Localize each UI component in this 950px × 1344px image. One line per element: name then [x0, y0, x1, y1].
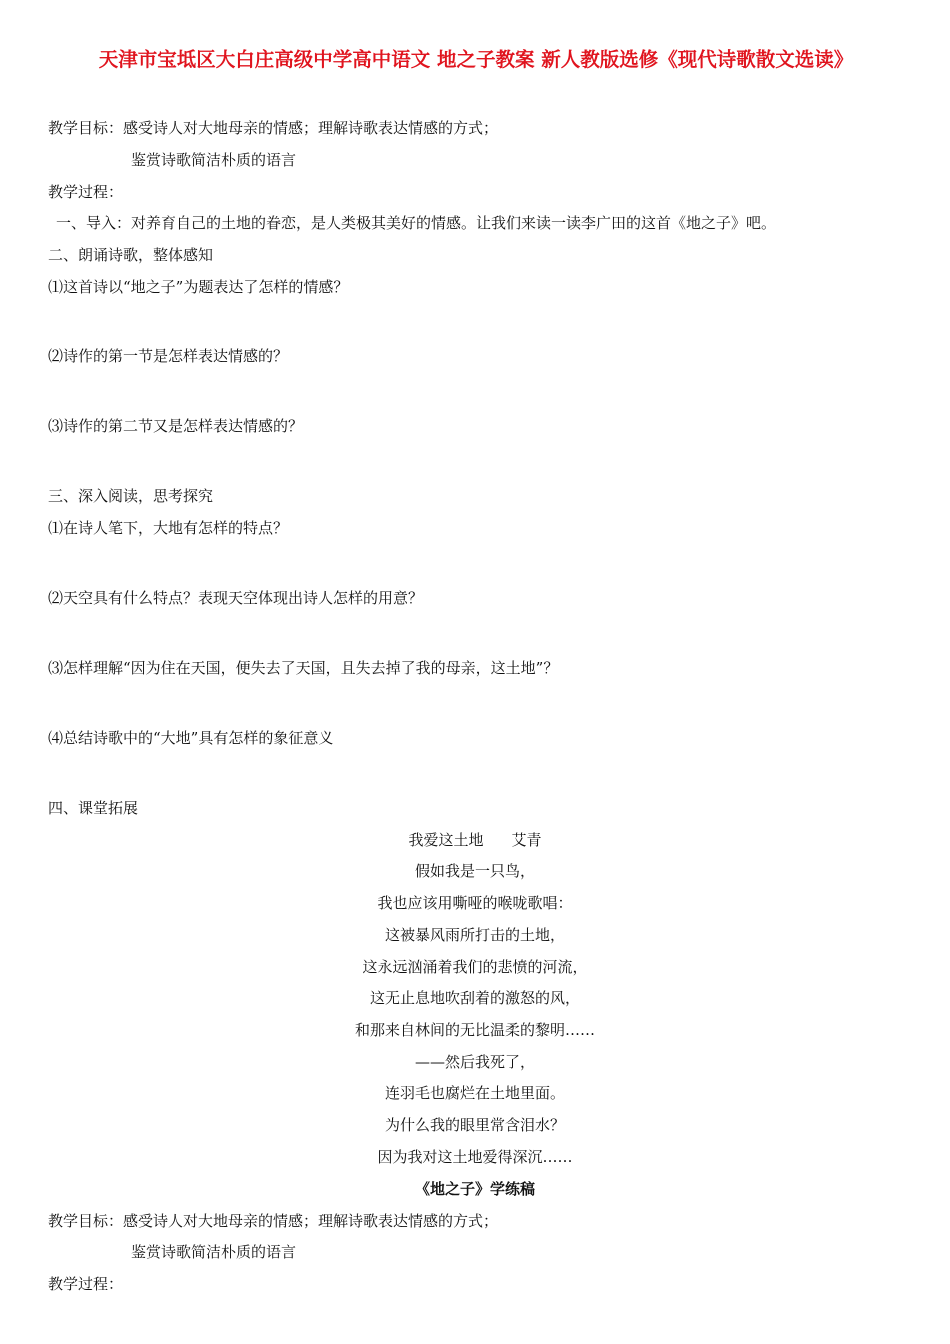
section-2-question-3: ⑶诗作的第二节又是怎样表达情感的？: [48, 417, 304, 435]
poem-line: ——然后我死了，: [414, 1053, 535, 1071]
worksheet-goal-text-1: 感受诗人对大地母亲的情感；理解诗歌表达情感的方式；: [123, 1212, 499, 1230]
poem-line: 这无止息地吹刮着的激怒的风，: [369, 989, 580, 1007]
section-3-question-2: ⑵天空具有什么特点？表现天空体现出诗人怎样的用意？: [48, 589, 424, 607]
poem-heading: [0, 830, 950, 850]
section-3-heading: 三、深入阅读，思考探究: [48, 487, 214, 505]
poem-line: 我也应该用嘶哑的喉咙歌唱：: [377, 894, 573, 912]
process-label: 教学过程：: [48, 183, 124, 201]
section-2-heading: 二、朗诵诗歌，整体感知: [48, 246, 214, 264]
poem-author: 艾青: [511, 831, 542, 849]
worksheet-goal-line: [48, 1211, 498, 1231]
section-1-intro: 一、导入：对养育自己的土地的眷恋，是人类极其美好的情感。让我们来读一读李广田的这首《地之子》吧。: [56, 214, 777, 232]
section-4-heading: 四、课堂拓展: [48, 799, 139, 817]
poem-line: 这永远汹涌着我们的悲愤的河流，: [362, 958, 588, 976]
section-2-question-1: ⑴这首诗以“地之子”为题表达了怎样的情感？: [48, 278, 349, 296]
poem-line: 为什么我的眼里常含泪水？: [384, 1116, 565, 1134]
goal-label: 教学目标：: [48, 119, 124, 137]
worksheet-goal-label: 教学目标：: [48, 1212, 124, 1230]
section-3-question-1: ⑴在诗人笔下，大地有怎样的特点？: [48, 519, 289, 537]
poem-line: 假如我是一只鸟，: [414, 862, 535, 880]
worksheet-title: 《地之子》学练稿: [414, 1180, 535, 1198]
teaching-goal-line: [48, 118, 498, 138]
poem-title: 我爱这土地: [408, 831, 484, 849]
goal-text-2: 鉴赏诗歌简洁朴质的语言: [131, 151, 297, 169]
section-2-question-2: ⑵诗作的第一节是怎样表达情感的？: [48, 347, 289, 365]
poem-line: 连羽毛也腐烂在土地里面。: [384, 1084, 565, 1102]
worksheet-process-label: 教学过程：: [48, 1275, 124, 1293]
worksheet-goal-text-2: 鉴赏诗歌简洁朴质的语言: [131, 1243, 297, 1261]
document-title: 天津市宝坻区大白庄高级中学高中语文 地之子教案 新人教版选修《现代诗歌散文选读》: [98, 48, 854, 71]
poem-line: 因为我对这土地爱得深沉……: [377, 1148, 573, 1166]
poem-line: 和那来自林间的无比温柔的黎明……: [354, 1021, 595, 1039]
section-3-question-4: ⑷总结诗歌中的“大地”具有怎样的象征意义: [48, 729, 334, 747]
goal-text-1: 感受诗人对大地母亲的情感；理解诗歌表达情感的方式；: [123, 119, 499, 137]
poem-line: 这被暴风雨所打击的土地，: [384, 926, 565, 944]
section-3-question-3: ⑶怎样理解“因为住在天国，便失去了天国，且失去掉了我的母亲，这土地”？: [48, 659, 559, 677]
